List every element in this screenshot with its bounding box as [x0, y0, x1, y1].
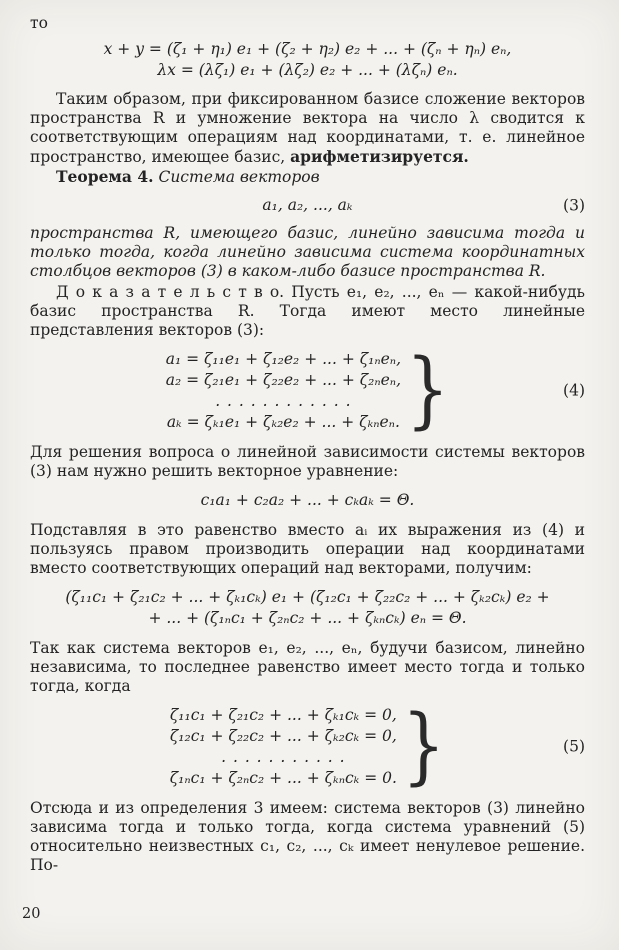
ellipsis-row: . . . . . . . . . . .	[221, 748, 346, 766]
paragraph-substitution: Подставляя в это равенство вместо aᵢ их выражения из (4) и пользуясь правом производить операции над координатами вместо соответствующих операций над векторами, получим:	[30, 521, 585, 577]
system-brace: }	[401, 698, 446, 795]
proof-label: Д о к а з а т е л ь с т в о.	[56, 283, 285, 301]
equation-number: (5)	[563, 737, 585, 756]
theorem-intro-text: Система векторов	[158, 168, 320, 186]
equation-line: a₁ = ζ₁₁e₁ + ζ₁₂e₂ + ... + ζ₁ₙeₙ,	[165, 350, 402, 368]
system-brace: }	[406, 342, 450, 439]
paragraph-proof	[30, 283, 585, 340]
display-equation-intro	[30, 39, 585, 81]
equation-line: ζ₁ₙc₁ + ζ₂ₙc₂ + ... + ζₖₙcₖ = 0.	[169, 769, 397, 787]
display-equation-3	[30, 195, 585, 216]
theorem-statement: пространства R, имеющего базис, линейно зависима тогда и только тогда, когда линейно зависима система координатных столбцов векторов (3) в каком-либо базисе пространства R.	[30, 224, 585, 280]
equation-line: ζ₁₂c₁ + ζ₂₂c₂ + ... + ζₖ₂cₖ = 0,	[169, 727, 397, 745]
equation-line: a₁, a₂, ..., aₖ	[262, 196, 353, 214]
equation-line: ζ₁₁c₁ + ζ₂₁c₂ + ... + ζₖ₁cₖ = 0,	[169, 706, 397, 724]
paragraph-vector-equation: Для решения вопроса о линейной зависимости системы векторов (3) нам нужно решить векторное уравнение:	[30, 443, 585, 480]
equation-line: aₖ = ζₖ₁e₁ + ζₖ₂e₂ + ... + ζₖₙeₙ.	[166, 413, 400, 431]
equation-number: (4)	[563, 381, 585, 400]
equation-line: x + y = (ζ₁ + η₁) e₁ + (ζ₂ + η₂) e₂ + ... + (ζₙ + ηₙ) eₙ,	[103, 40, 512, 58]
paragraph-text: Пусть e₁, e₂, ..., eₙ — какой-нибудь базис пространства R. Тогда имеют место линейные представления векторов (3):	[30, 283, 585, 339]
display-system-4	[30, 342, 585, 439]
equation-line: + ... + (ζ₁ₙc₁ + ζ₂ₙc₂ + ... + ζₖₙcₖ) eₙ = Θ.	[148, 609, 467, 627]
page-number: 20	[22, 906, 41, 922]
equation-line: c₁a₁ + c₂a₂ + ... + cₖaₖ = Θ.	[200, 491, 415, 509]
theorem-heading	[30, 167, 585, 187]
paragraph-conclusion: Отсюда и из определения 3 имеем: система векторов (3) линейно зависима тогда и только тогда, когда система уравнений (5) относительно неизвестных c₁, c₂, ..., cₖ имеет ненулевое решение. По-	[30, 799, 585, 874]
ellipsis-row: . . . . . . . . . . . .	[215, 392, 352, 410]
paragraph-basis-independent: Так как система векторов e₁, e₂, ..., eₙ, будучи базисом, линейно независима, то последнее равенство имеет место тогда и только тогда, когда	[30, 639, 585, 695]
equation-line: a₂ = ζ₂₁e₁ + ζ₂₂e₂ + ... + ζ₂ₙeₙ,	[165, 371, 402, 389]
display-equation-c	[30, 490, 585, 511]
bold-term: арифметизируется.	[290, 147, 469, 166]
equation-number: (3)	[563, 196, 585, 214]
lead-word: то	[30, 14, 48, 32]
equation-line: λx = (λζ₁) e₁ + (λζ₂) e₂ + ... + (λζₙ) eₙ.	[157, 61, 458, 79]
equation-line: (ζ₁₁c₁ + ζ₂₁c₂ + ... + ζₖ₁cₖ) e₁ + (ζ₁₂c₁ + ζ₂₂c₂ + ... + ζₖ₂cₖ) e₂ +	[65, 588, 550, 606]
display-expanded-equation	[30, 587, 585, 629]
paragraph-text: Таким образом, при фиксированном базисе сложение векторов пространства R и умножение вектора на число λ сводится к соответствующим операциям над координатами, т. е. линейное пространство, имеющее базис,	[30, 90, 585, 166]
theorem-label: Теорема 4.	[56, 167, 154, 186]
display-system-5	[30, 698, 585, 795]
paragraph-arithmetization	[30, 90, 585, 167]
